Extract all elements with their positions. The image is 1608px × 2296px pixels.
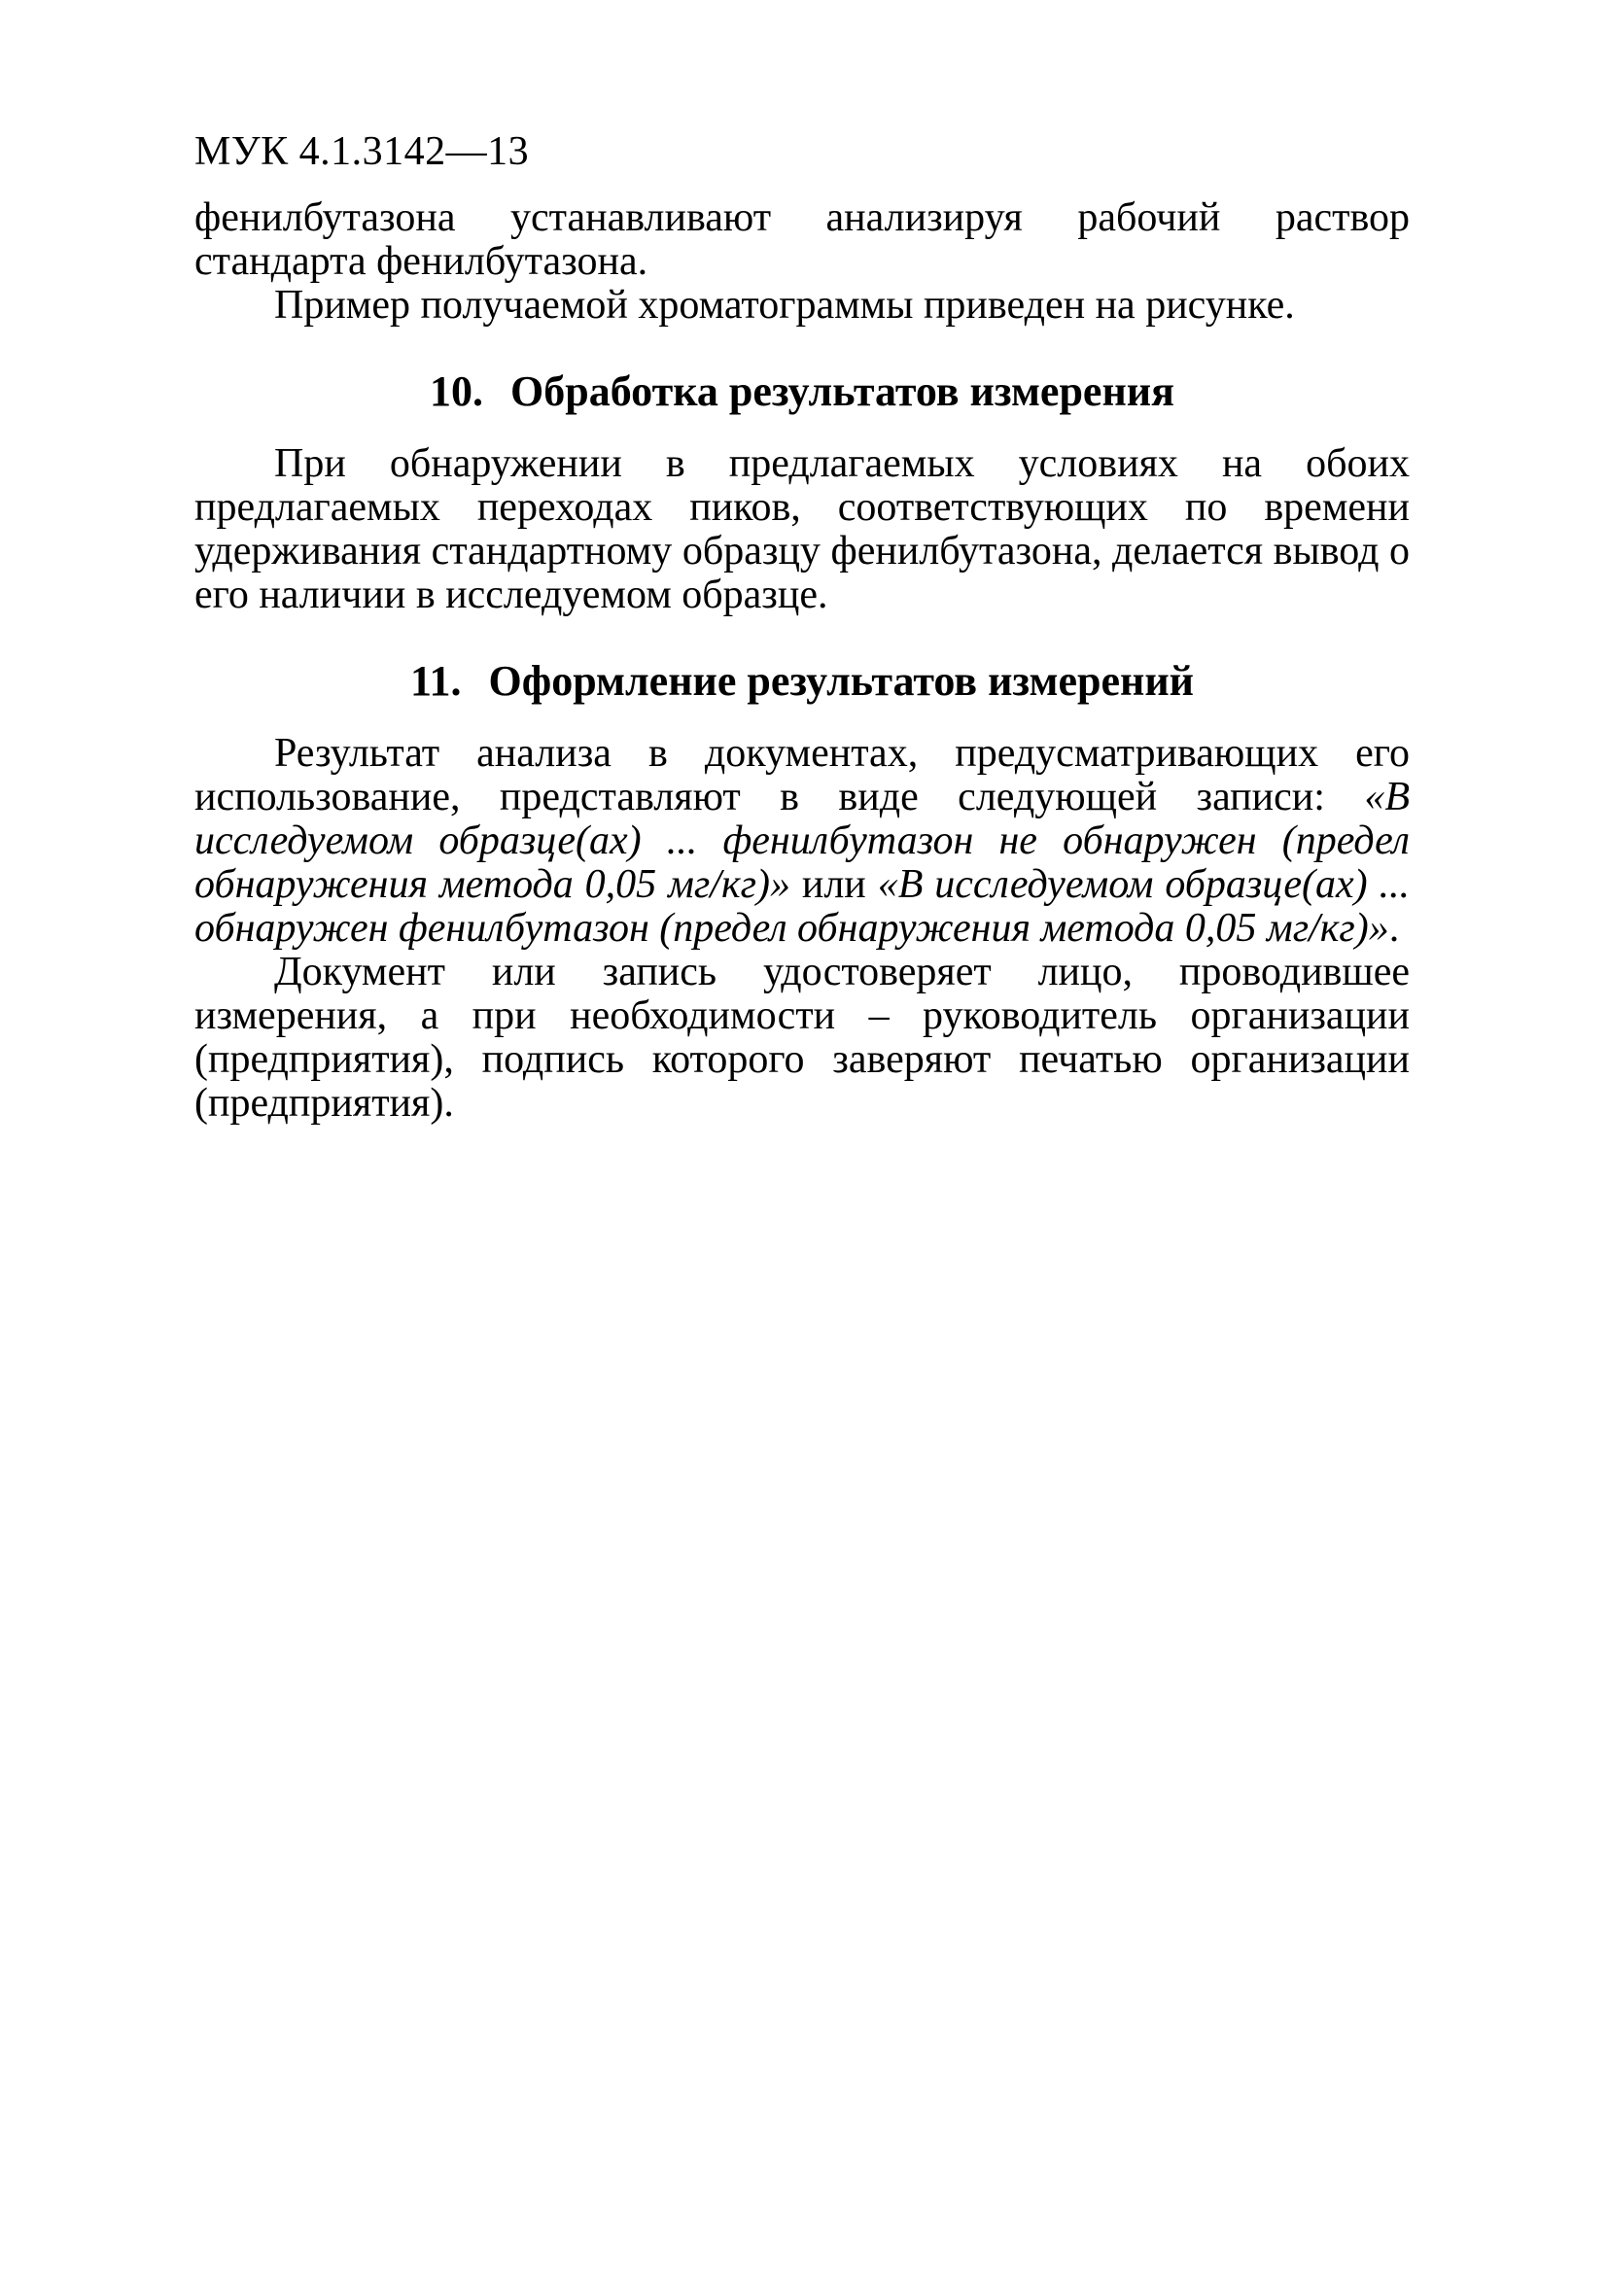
section-10-title: Обработка результатов измерения [510, 367, 1174, 415]
intro-continuation: фенилбутазона устанавливают анализируя рабочий раствор стандарта фенилбутазона. [194, 195, 1410, 284]
section-11-paragraph-1-end: . [1388, 906, 1400, 951]
section-11-quote-detected: «В исследуемом образце(ах) ... обнаружен фенилбутазон (предел обнаружения метода 0,05 мг/кг)» [194, 862, 1410, 951]
section-11-paragraph-1 [194, 732, 1410, 951]
section-10-heading [194, 366, 1410, 417]
section-11-heading [194, 656, 1410, 707]
section-11-quote-not-detected: «В исследуемом образце(ах) ... фенилбутазон не обнаружен (предел обнаружения метода 0,05 мг/кг)» [194, 775, 1410, 907]
running-header: МУК 4.1.3142—13 [194, 129, 530, 174]
section-11-title: Оформление результатов измерений [488, 657, 1195, 705]
intro-example-note: Пример получаемой хроматограммы приведен на рисунке. [274, 283, 1295, 328]
section-10-paragraph: При обнаружении в предлагаемых условиях на обоих предлагаемых переходах пиков, соответствующих по времени удерживания стандартному образцу фенилбутазона, делается вывод о его наличии в исследуемом образце. [194, 441, 1410, 617]
document-page [194, 126, 1410, 1126]
section-11-paragraph-1-lead: Результат анализа в документах, предусматривающих его использование, представляют в виде следующей записи: [194, 731, 1410, 819]
section-10-number: 10. [430, 367, 484, 415]
section-11-paragraph-2: Документ или запись удостоверяет лицо, проводившее измерения, а при необходимости – руководитель организации (предприятия), подпись которого заверяют печатью организации (предприятия). [194, 950, 1410, 1126]
section-11-number: 11. [409, 657, 462, 705]
section-11-connector: или [789, 862, 878, 907]
